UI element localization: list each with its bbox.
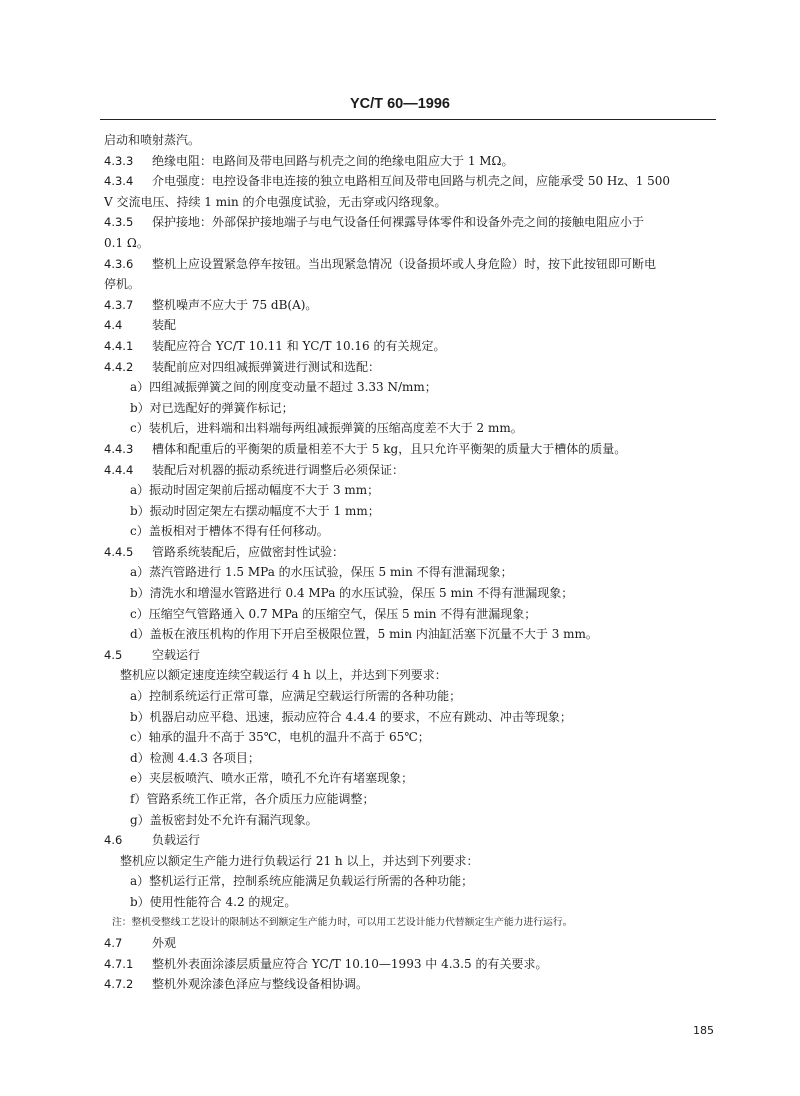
clause-number: 4.4.2 bbox=[104, 359, 134, 374]
clause-text: 装配后对机器的振动系统进行调整后必须保证： bbox=[152, 462, 405, 477]
text-line bbox=[104, 686, 724, 707]
text-line bbox=[104, 748, 724, 769]
clause-text: c）轴承的温升不高于 35℃，电机的温升不高于 65℃； bbox=[130, 730, 430, 745]
clause-number: 4.4.4 bbox=[104, 462, 134, 477]
clause-text: 整机上应设置紧急停车按钮。当出现紧急情况（设备损坏或人身危险）时，按下此按钮即可断电 bbox=[152, 256, 657, 271]
text-line bbox=[104, 727, 724, 748]
clause-number: 4.3.4 bbox=[104, 174, 134, 189]
clause-text: g）盖板密封处不允许有漏汽现象。 bbox=[130, 812, 318, 827]
text-line bbox=[104, 768, 724, 789]
clause-text: b）振动时固定架左右摆动幅度不大于 1 mm； bbox=[130, 503, 380, 518]
text-line bbox=[104, 480, 724, 501]
clause-text: a）四组减振弹簧之间的刚度变动量不超过 3.33 N/mm； bbox=[130, 380, 437, 395]
clause-text: b）使用性能符合 4.2 的规定。 bbox=[130, 894, 297, 909]
clause-text: a）振动时固定架前后摇动幅度不大于 3 mm； bbox=[130, 483, 380, 498]
clause-text: 负载运行 bbox=[152, 833, 201, 848]
text-line bbox=[104, 665, 724, 686]
text-line bbox=[104, 707, 724, 728]
clause-number: 4.4.3 bbox=[104, 441, 134, 456]
clause-text: c）装机后，进料端和出料端每两组减振弹簧的压缩高度差不大于 2 mm。 bbox=[130, 421, 523, 436]
page-number: 185 bbox=[693, 1024, 714, 1037]
clause-line bbox=[104, 954, 724, 975]
clause-number: 4.5 bbox=[104, 647, 123, 662]
clause-number: 4.7.1 bbox=[104, 956, 134, 971]
clause-line bbox=[104, 542, 724, 563]
text-line bbox=[104, 501, 724, 522]
clause-text: a）控制系统运行正常可靠，应满足空载运行所需的各种功能； bbox=[130, 689, 462, 704]
document-body bbox=[104, 130, 724, 995]
text-line bbox=[104, 233, 724, 254]
clause-text: 管路系统装配后，应做密封性试验： bbox=[152, 544, 345, 559]
clause-text: 保护接地：外部保护接地端子与电气设备任何裸露导体零件和设备外壳之间的接触电阻应小于 bbox=[152, 215, 645, 230]
text-line bbox=[104, 274, 724, 295]
clause-text: 装配 bbox=[152, 318, 177, 333]
text-line bbox=[104, 418, 724, 439]
clause-number: 4.3.3 bbox=[104, 153, 134, 168]
clause-line bbox=[104, 357, 724, 378]
clause-text: b）清洗水和增湿水管路进行 0.4 MPa 的水压试验，保压 5 min 不得有泄漏现象； bbox=[130, 586, 574, 601]
clause-line bbox=[104, 254, 724, 275]
text-line bbox=[104, 562, 724, 583]
text-line bbox=[104, 871, 724, 892]
clause-line bbox=[104, 315, 724, 336]
clause-text: b）对已选配好的弹簧作标记； bbox=[130, 400, 294, 415]
clause-text: 启动和喷射蒸汽。 bbox=[104, 133, 201, 147]
clause-number: 4.4.1 bbox=[104, 338, 134, 353]
header-rule bbox=[100, 119, 716, 120]
text-line bbox=[104, 913, 724, 934]
clause-number: 4.3.7 bbox=[104, 297, 134, 312]
clause-line bbox=[104, 295, 724, 316]
clause-text: 外观 bbox=[152, 936, 177, 951]
clause-line bbox=[104, 151, 724, 172]
text-line bbox=[104, 192, 724, 213]
clause-text: c）盖板相对于槽体不得有任何移动。 bbox=[130, 524, 329, 539]
clause-text: a）蒸汽管路进行 1.5 MPa 的水压试验，保压 5 min 不得有泄漏现象； bbox=[130, 565, 513, 580]
clause-line bbox=[104, 645, 724, 666]
clause-text: 整机噪声不应大于 75 dB(A)。 bbox=[152, 297, 318, 312]
clause-number: 4.4 bbox=[104, 318, 123, 333]
clause-text: 整机外观涂漆色泽应与整线设备相协调。 bbox=[152, 977, 369, 992]
text-line bbox=[104, 583, 724, 604]
text-line bbox=[104, 892, 724, 913]
text-line bbox=[104, 851, 724, 872]
clause-line bbox=[104, 974, 724, 995]
text-line bbox=[104, 130, 724, 151]
clause-text: b）机器启动应平稳、迅速，振动应符合 4.4.4 的要求，不应有跳动、冲击等现象； bbox=[130, 709, 572, 724]
clause-line bbox=[104, 336, 724, 357]
text-line bbox=[104, 789, 724, 810]
clause-text: 整机应以额定速度连续空载运行 4 h 以上，并达到下列要求： bbox=[120, 668, 447, 683]
clause-text: 注：整机受整线工艺设计的限制达不到额定生产能力时，可以用工艺设计能力代替额定生产能力进行运行。 bbox=[112, 916, 573, 928]
clause-number: 4.7.2 bbox=[104, 977, 134, 992]
clause-text: 0.1 Ω。 bbox=[104, 235, 149, 250]
clause-text: d）检测 4.4.3 各项目； bbox=[130, 750, 260, 765]
clause-text: V 交流电压、持续 1 min 的介电强度试验，无击穿或闪络现象。 bbox=[104, 194, 447, 209]
clause-line bbox=[104, 212, 724, 233]
clause-text: 停机。 bbox=[104, 277, 141, 292]
clause-text: a）整机运行正常，控制系统应能满足负载运行所需的各种功能； bbox=[130, 874, 474, 889]
clause-text: f）管路系统工作正常，各介质压力应能调整； bbox=[130, 792, 375, 806]
clause-number: 4.4.5 bbox=[104, 544, 134, 559]
clause-text: c）压缩空气管路通入 0.7 MPa 的压缩空气，保压 5 min 不得有泄漏现象； bbox=[130, 606, 537, 621]
clause-text: d）盖板在液压机构的作用下开启至极限位置，5 min 内油缸活塞下沉量不大于 3 mm。 bbox=[130, 627, 598, 642]
text-line bbox=[104, 398, 724, 419]
clause-line bbox=[104, 171, 724, 192]
clause-number: 4.3.6 bbox=[104, 256, 134, 271]
standard-code-header: YC/T 60—1996 bbox=[350, 96, 450, 112]
clause-text: 介电强度：电控设备非电连接的独立电路相互间及带电回路与机壳之间，应能承受 50 Hz、1 500 bbox=[152, 174, 671, 189]
clause-number: 4.6 bbox=[104, 833, 123, 848]
clause-text: 整机外表面涂漆层质量应符合 YC/T 10.10—1993 中 4.3.5 的有关要求。 bbox=[152, 956, 548, 971]
text-line bbox=[104, 377, 724, 398]
clause-text: 槽体和配重后的平衡架的质量相差不大于 5 kg，且只允许平衡架的质量大于槽体的质量。 bbox=[152, 441, 627, 456]
text-line bbox=[104, 624, 724, 645]
text-line bbox=[104, 604, 724, 625]
clause-line bbox=[104, 933, 724, 954]
clause-line bbox=[104, 439, 724, 460]
clause-line bbox=[104, 830, 724, 851]
clause-text: 空载运行 bbox=[152, 647, 201, 662]
clause-number: 4.7 bbox=[104, 936, 123, 951]
clause-line bbox=[104, 460, 724, 481]
clause-text: 绝缘电阻：电路间及带电回路与机壳之间的绝缘电阻应大于 1 MΩ。 bbox=[152, 153, 514, 168]
clause-text: e）夹层板喷汽、喷水正常，喷孔不允许有堵塞现象； bbox=[130, 771, 414, 786]
text-line bbox=[104, 810, 724, 831]
clause-number: 4.3.5 bbox=[104, 215, 134, 230]
text-line bbox=[104, 521, 724, 542]
clause-text: 装配前应对四组减振弹簧进行测试和选配： bbox=[152, 359, 381, 374]
clause-text: 装配应符合 YC/T 10.11 和 YC/T 10.16 的有关规定。 bbox=[152, 338, 446, 353]
clause-text: 整机应以额定生产能力进行负载运行 21 h 以上，并达到下列要求： bbox=[120, 853, 479, 868]
